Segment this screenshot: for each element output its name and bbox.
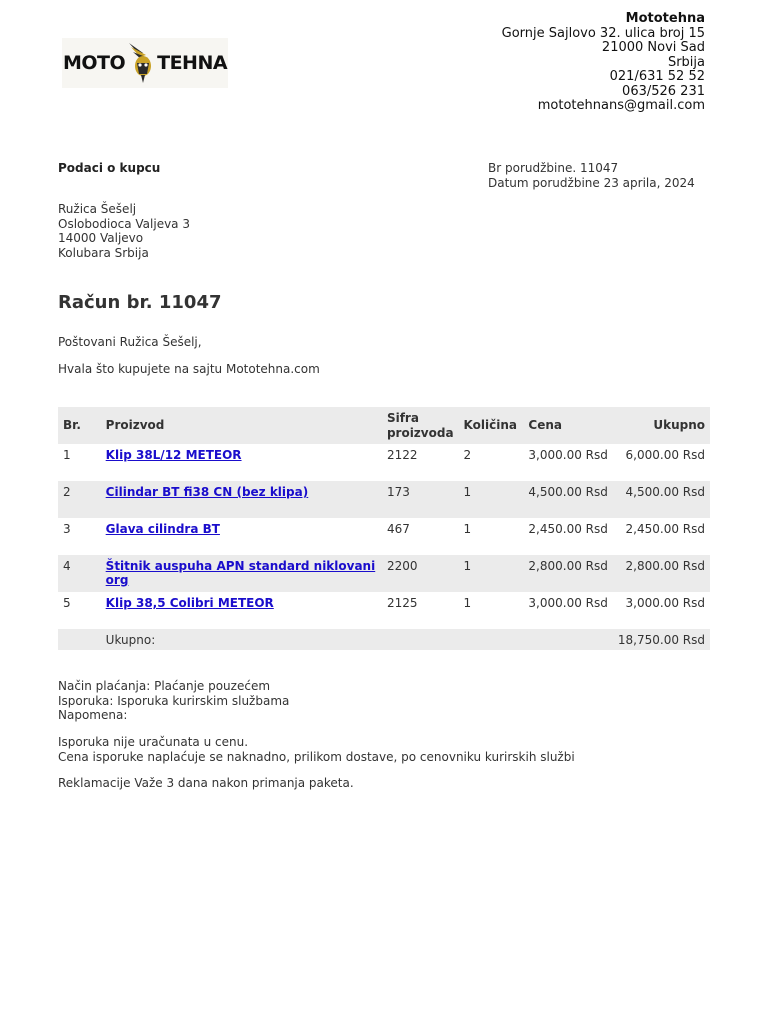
- header-number: Br.: [58, 407, 101, 444]
- company-email: mototehnans@gmail.com: [537, 98, 705, 113]
- company-address: Gornje Sajlovo 32. ulica broj 15: [501, 25, 705, 41]
- row-total: 6,000.00 Rsd: [625, 448, 705, 462]
- row-quantity: 1: [459, 555, 524, 592]
- row-product: [101, 592, 382, 629]
- buyer-street: Oslobodioca Valjeva 3: [58, 216, 190, 231]
- table-row: [58, 481, 710, 518]
- company-phone-1: 021/631 52 52: [609, 69, 705, 84]
- row-number: 3: [63, 522, 71, 536]
- header-product: Proizvod: [101, 407, 382, 444]
- row-product: [101, 555, 382, 592]
- row-quantity: 1: [459, 481, 524, 518]
- product-link[interactable]: Klip 38,5 Colibri METEOR: [105, 596, 274, 610]
- row-total: 2,450.00 Rsd: [625, 522, 705, 536]
- thanks-message: Hvala što kupujete na sajtu Mototehna.com: [58, 362, 320, 376]
- table-sum-row: [58, 629, 710, 650]
- delivery-note-2: Cena isporuke naplaćuje se naknadno, prilikom dostave, po cenovniku kurirskih službi: [58, 749, 575, 764]
- logo-bird-icon: [126, 41, 156, 85]
- row-number: 5: [63, 596, 71, 610]
- product-link[interactable]: Štitnik auspuha APN standard niklovani org: [105, 559, 376, 587]
- delivery-method: Isporuka: Isporuka kurirskim službama: [58, 693, 290, 708]
- logo-text-left: MOTO: [62, 51, 126, 74]
- row-price: 2,800.00 Rsd: [523, 555, 613, 592]
- row-product: [101, 481, 382, 518]
- company-city: 21000 Novi Sad: [601, 40, 705, 55]
- sum-label: Ukupno:: [101, 629, 613, 650]
- sum-value: 18,750.00 Rsd: [613, 629, 710, 650]
- row-quantity: 1: [463, 596, 472, 610]
- table-row: [58, 444, 710, 481]
- order-number: Br porudžbine. 11047: [488, 161, 619, 175]
- invoice-title: Račun br. 11047: [58, 292, 222, 313]
- row-product: [101, 518, 382, 555]
- note-label: Napomena:: [58, 708, 128, 722]
- header-total: Ukupno: [613, 407, 710, 444]
- order-items-table: [58, 407, 710, 650]
- row-total: 3,000.00 Rsd: [625, 596, 705, 610]
- row-total: 2,800.00 Rsd: [613, 555, 710, 592]
- company-logo: [62, 38, 228, 88]
- payment-method: Način plaćanja: Plaćanje pouzećem: [58, 679, 271, 693]
- product-link[interactable]: Klip 38L/12 METEOR: [105, 448, 242, 462]
- header-sku: [382, 407, 459, 444]
- row-number: 2: [58, 481, 101, 518]
- header-price: Cena: [523, 407, 613, 444]
- row-product: [101, 444, 382, 481]
- company-phone-2: 063/526 231: [622, 83, 705, 99]
- row-sku: 467: [386, 522, 410, 536]
- row-sku: 2125: [386, 596, 418, 610]
- order-date: Datum porudžbine 23 aprila, 2024: [488, 175, 695, 190]
- header-quantity: Količina: [459, 407, 524, 444]
- product-link[interactable]: Glava cilindra BT: [105, 522, 220, 536]
- sum-spacer: [58, 629, 101, 650]
- delivery-note-1: Isporuka nije uračunata u cenu.: [58, 735, 249, 749]
- product-link[interactable]: Cilindar BT fi38 CN (bez klipa): [105, 485, 309, 499]
- table-row: [58, 518, 710, 555]
- buyer-name: Ružica Šešelj: [58, 202, 137, 216]
- payment-info: [58, 679, 289, 723]
- row-sku: 2200: [382, 555, 459, 592]
- row-number: 1: [63, 448, 71, 462]
- table-row: [58, 592, 710, 629]
- row-sku: 2122: [386, 448, 418, 462]
- company-country: Srbija: [667, 54, 705, 70]
- buyer-city: 14000 Valjevo: [58, 231, 144, 245]
- row-quantity: 2: [463, 448, 472, 462]
- row-price: 3,000.00 Rsd: [528, 448, 608, 462]
- delivery-notes: [58, 735, 575, 764]
- buyer-region: Kolubara Srbija: [58, 245, 149, 260]
- buyer-address: [58, 202, 190, 260]
- row-price: 3,000.00 Rsd: [528, 596, 608, 610]
- greeting: Poštovani Ružica Šešelj,: [58, 335, 202, 349]
- table-row: [58, 555, 710, 592]
- order-info: [488, 161, 695, 190]
- buyer-heading: Podaci o kupcu: [58, 161, 161, 175]
- row-sku: 173: [382, 481, 459, 518]
- company-info: [502, 12, 705, 114]
- row-price: 4,500.00 Rsd: [523, 481, 613, 518]
- row-number: 4: [58, 555, 101, 592]
- company-name: Mototehna: [625, 11, 705, 26]
- row-price: 2,450.00 Rsd: [528, 522, 608, 536]
- complaint-policy: Reklamacije Važe 3 dana nakon primanja paketa.: [58, 776, 354, 790]
- logo-text-right: TEHNA: [157, 51, 228, 74]
- row-total: 4,500.00 Rsd: [613, 481, 710, 518]
- header-sku-line2: proizvoda: [386, 425, 454, 440]
- header-sku-line1: Sifra: [386, 411, 419, 425]
- row-quantity: 1: [463, 522, 472, 536]
- table-header-row: [58, 407, 710, 444]
